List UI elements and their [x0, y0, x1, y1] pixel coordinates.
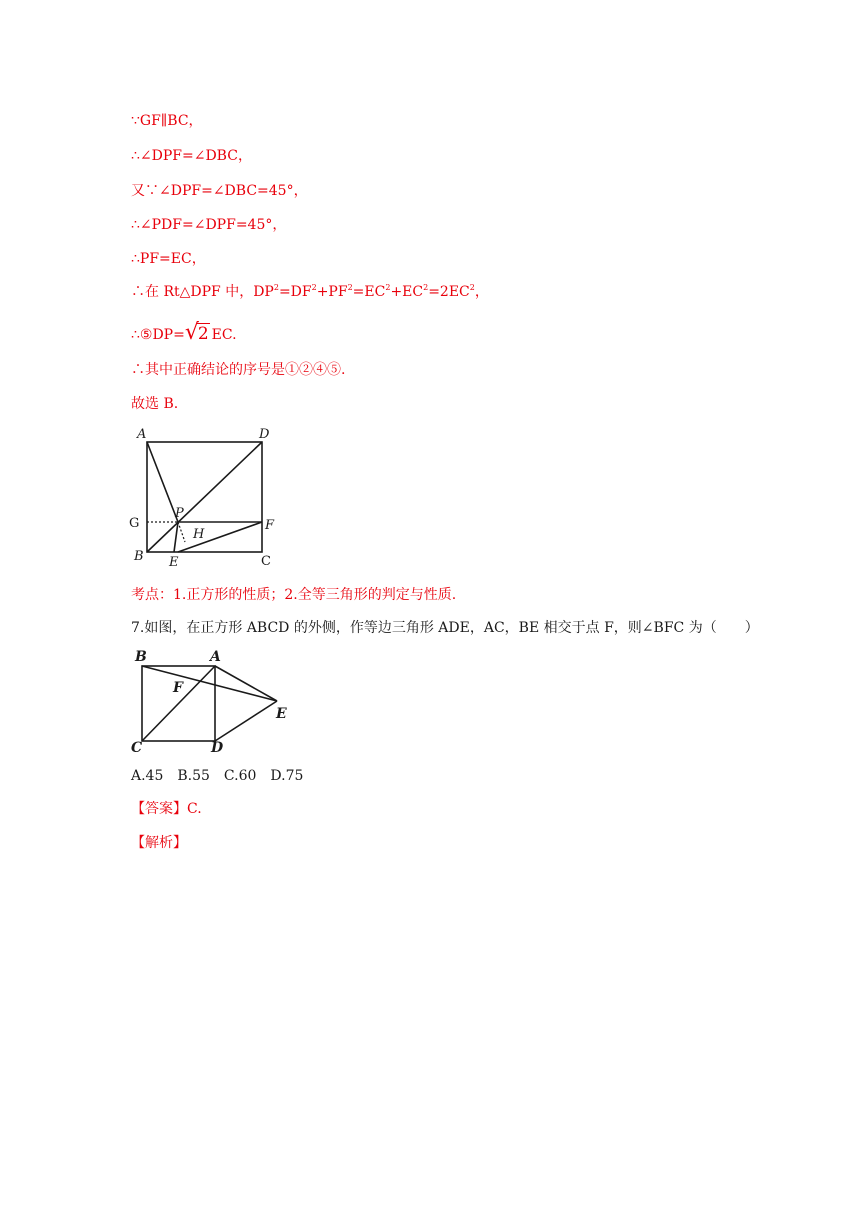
label-b: B — [135, 649, 147, 665]
question-7: 7.如图，在正方形 ABCD 的外侧，作等边三角形 ADE，AC，BE 相交于点 F，则∠BFC 为（ ） — [131, 620, 759, 636]
pythag-prefix: ∴在 Rt△DPF 中，DP — [131, 284, 274, 300]
label-c: C — [131, 740, 143, 756]
segment-ap — [147, 442, 178, 522]
label-g: G — [129, 516, 140, 531]
label-f: F — [173, 680, 183, 696]
exponent: 2 — [311, 283, 317, 292]
segment-de — [215, 701, 277, 741]
proof-line-2: ∴∠DPF=∠DBC， — [131, 148, 252, 164]
proof-line-5: ∴PF=EC， — [131, 251, 206, 267]
pythag-term: =2EC — [428, 284, 470, 300]
square-figure-1 — [125, 424, 285, 576]
analysis-label: 【解析】 — [131, 835, 187, 851]
pythagoras-line — [131, 283, 489, 301]
label-p: P — [175, 506, 184, 521]
proof-line-3: 又∵∠DPF=∠DBC=45°， — [131, 183, 308, 199]
label-d: D — [259, 427, 270, 442]
answer-options: A.45 B.55 C.60 D.75 — [131, 768, 304, 784]
exponent: 2 — [385, 283, 391, 292]
answer-label: 【答案】C. — [131, 801, 202, 817]
segment-ae — [215, 666, 277, 701]
pythag-term: +EC — [390, 284, 424, 300]
exponent: 2 — [347, 283, 353, 292]
label-f: F — [265, 518, 275, 533]
label-c: C — [261, 554, 271, 569]
pythag-term: +PF — [316, 284, 348, 300]
dp-equation-line — [131, 320, 237, 345]
kaodian-line: 考点：1.正方形的性质；2.全等三角形的判定与性质. — [131, 587, 457, 603]
conclusion-line: ∴其中正确结论的序号是①②④⑤. — [131, 362, 346, 378]
pythag-term: =DF — [278, 284, 312, 300]
exponent: 2 — [273, 283, 279, 292]
answer-choice: 故选 B. — [131, 396, 179, 412]
proof-line-4: ∴∠PDF=∠DPF=45°， — [131, 217, 287, 233]
segment-ef — [178, 522, 262, 552]
label-a: A — [137, 427, 147, 442]
dotted-ph — [178, 522, 185, 542]
dp-prefix: ∴⑤DP= — [131, 327, 185, 343]
label-d: D — [211, 740, 224, 756]
radical-sign: √ — [184, 320, 199, 345]
label-h: H — [193, 527, 205, 542]
label-e: E — [169, 555, 179, 570]
pythag-term: ， — [474, 284, 489, 300]
square-figure-2 — [125, 646, 300, 762]
exponent: 2 — [469, 283, 475, 292]
radicand: 2 — [197, 324, 209, 344]
sqrt-two — [184, 320, 210, 345]
diagonal-bd — [147, 442, 262, 552]
proof-line-1: ∵GF∥BC， — [131, 113, 203, 129]
label-a: A — [210, 649, 221, 665]
exponent: 2 — [423, 283, 429, 292]
label-b: B — [134, 549, 144, 564]
label-e: E — [276, 706, 287, 722]
dp-suffix: EC. — [211, 327, 237, 343]
pythag-term: =EC — [352, 284, 386, 300]
diagonal-ca — [142, 666, 215, 741]
